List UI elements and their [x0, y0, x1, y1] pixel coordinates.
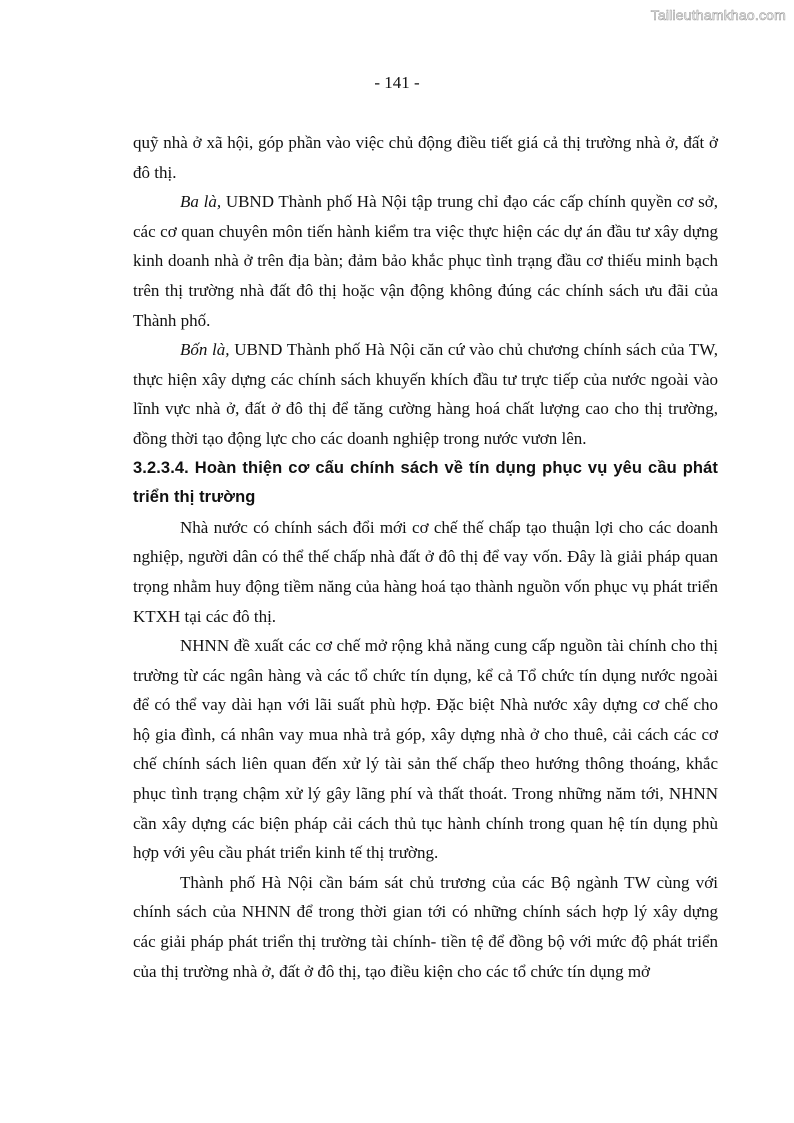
paragraph-lead: Ba là,: [180, 192, 222, 212]
paragraph-continuation: quỹ nhà ở xã hội, góp phần vào việc chủ động điều tiết giá cả thị trường nhà ở, đất ở đô thị.: [133, 133, 718, 182]
page-number: - 141 -: [374, 73, 420, 92]
paragraph-nhnn: NHNN đề xuất các cơ chế mở rộng khả năng cung cấp nguồn tài chính cho thị trường từ các ngân hàng và các tổ chức tín dụng, kể cả Tổ chức tín dụng nước ngoài để có thể vay dài hạn với lãi suất phù hợp. Đặc biệt Nhà nước xây dựng cơ chế cho hộ gia đình, cá nhân vay mua nhà trả góp, xây dựng nhà ở cho thuê, cải cách các cơ chế chính sách liên quan đến xử lý tài sản thế chấp theo hướng thông thoáng, khắc phục tình trạng chậm xử lý gây lãng phí và thất thoát. Trong những năm tới, NHNN cần xây dựng các biện pháp cải cách thủ tục hành chính trong quan hệ tín dụng phù hợp với yêu cầu phát triển kinh tế thị trường.: [133, 636, 718, 863]
document-body: [133, 128, 718, 986]
paragraph-text: UBND Thành phố Hà Nội tập trung chỉ đạo các cấp chính quyền cơ sở, các cơ quan chuyên môn tiến hành kiểm tra việc thực hiện các dự án đầu tư xây dựng kinh doanh nhà ở trên địa bàn; đảm bảo khắc phục tình trạng đầu cơ thiếu minh bạch trên thị trường nhà đất đô thị hoặc vận động không đúng các chính sách ưu đãi của Thành phố.: [133, 192, 719, 330]
section-heading: 3.2.3.4. Hoàn thiện cơ cấu chính sách về tín dụng phục vụ yêu cầu phát triển thị trường: [133, 458, 718, 507]
paragraph-ba-la: [133, 187, 718, 335]
paragraph-hanoi: Thành phố Hà Nội cần bám sát chủ trương của các Bộ ngành TW cùng với chính sách của NHNN để trong thời gian tới có những chính sách hợp lý xây dựng các giải pháp phát triển thị trường tài chính- tiền tệ để đồng bộ với mức độ phát triển của thị trường nhà ở, đất ở đô thị, tạo điều kiện cho các tổ chức tín dụng mở: [133, 872, 718, 981]
paragraph-credit-mortgage: Nhà nước có chính sách đổi mới cơ chế thế chấp tạo thuận lợi cho các doanh nghiệp, người dân có thể thế chấp nhà đất ở đô thị để vay vốn. Đây là giải pháp quan trọng nhằm huy động tiềm năng của hàng hoá tạo thành nguồn vốn phục vụ phát triển KTXH tại các đô thị.: [133, 517, 718, 626]
paragraph-lead: Bốn là,: [180, 340, 230, 360]
paragraph-text: UBND Thành phố Hà Nội căn cứ vào chủ chương chính sách của TW, thực hiện xây dựng các chính sách khuyến khích đầu tư trực tiếp của nước ngoài vào lĩnh vực nhà ở, đất ở đô thị để tăng cường hàng hoá chất lượng cao cho thị trường, đồng thời tạo động lực cho các doanh nghiệp trong nước vươn lên.: [133, 340, 719, 448]
watermark: Tailieuthamkhao.com: [650, 7, 786, 23]
paragraph-bon-la: [133, 335, 718, 453]
